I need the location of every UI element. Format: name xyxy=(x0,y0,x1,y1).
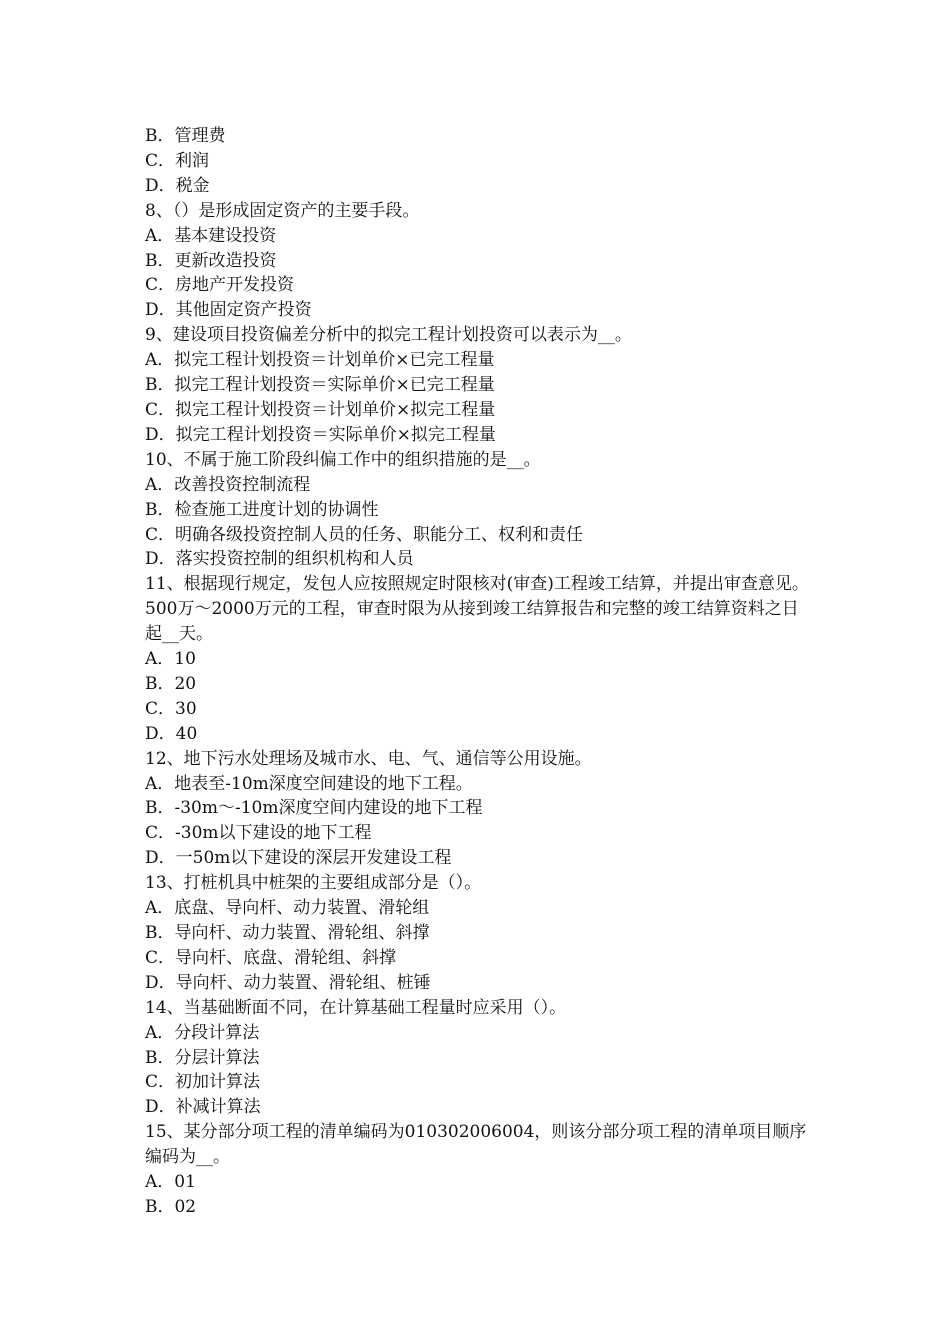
text-line: C．拟完工程计划投资＝计划单价×拟完工程量 xyxy=(145,399,496,420)
text-line: B．管理费 xyxy=(145,126,226,146)
text-line: D．落实投资控制的组织机构和人员 xyxy=(145,549,414,570)
text-line: 15、某分部分项工程的清单编码为010302006004，则该分部分项工程的清单项目顺序编码为__。 xyxy=(145,1122,807,1168)
text-line: C．房地产开发投资 xyxy=(145,275,295,296)
text-line: C．明确各级投资控制人员的任务、职能分工、权利和责任 xyxy=(145,524,584,545)
text-line: C．利润 xyxy=(145,150,210,171)
text-line: A．底盘、导向杆、动力装置、滑轮组 xyxy=(145,898,430,919)
text-line: D．40 xyxy=(145,723,198,744)
text-line: A．分段计算法 xyxy=(145,1022,260,1043)
text-line: B．检查施工进度计划的协调性 xyxy=(145,499,379,520)
text-line: B．导向杆、动力装置、滑轮组、斜撑 xyxy=(145,923,430,943)
text-line: D．其他固定资产投资 xyxy=(145,300,312,321)
text-line: B．更新改造投资 xyxy=(145,250,277,271)
text-line: 9、建设项目投资偏差分析中的拟完工程计划投资可以表示为__。 xyxy=(145,325,632,346)
text-line: 11、根据现行规定，发包人应按照规定时限核对(审查)工程竣工结算，并提出审查意见。500万～2000万元的工程，审查时限为从接到竣工结算报告和完整的竣工结算资料之日起__天。 xyxy=(145,574,809,645)
text-line: A．10 xyxy=(145,649,196,670)
text-line: 14、当基础断面不同，在计算基础工程量时应采用（）。 xyxy=(145,997,567,1018)
text-line: B．02 xyxy=(145,1196,197,1217)
text-line: B．-30m～-10m深度空间内建设的地下工程 xyxy=(145,798,483,819)
text-line: A．改善投资控制流程 xyxy=(145,474,311,495)
text-line: 8、（）是形成固定资产的主要手段。 xyxy=(145,200,420,221)
text-line: A．地表至-10m深度空间建设的地下工程。 xyxy=(145,773,473,794)
text-line: 12、地下污水处理场及城市水、电、气、通信等公用设施。 xyxy=(145,748,592,769)
document-body xyxy=(145,124,813,1220)
text-line: B．20 xyxy=(145,673,197,694)
text-line: B．分层计算法 xyxy=(145,1047,260,1068)
text-line: 10、不属于施工阶段纠偏工作中的组织措施的是__。 xyxy=(145,449,541,470)
text-line: C．-30m以下建设的地下工程 xyxy=(145,823,372,844)
text-line: 13、打桩机具中桩架的主要组成部分是（）。 xyxy=(145,873,482,894)
text-line: B．拟完工程计划投资＝实际单价×已完工程量 xyxy=(145,375,495,396)
text-line: A．基本建设投资 xyxy=(145,225,277,246)
text-line: D．税金 xyxy=(145,175,210,196)
text-line: D．一50m以下建设的深层开发建设工程 xyxy=(145,848,452,869)
text-line: D．拟完工程计划投资＝实际单价×拟完工程量 xyxy=(145,424,496,445)
text-line: C．导向杆、底盘、滑轮组、斜撑 xyxy=(145,947,397,968)
text-line: C．30 xyxy=(145,698,197,719)
text-line: D．补减计算法 xyxy=(145,1097,261,1118)
text-line: C．初加计算法 xyxy=(145,1072,261,1093)
text-line: A．拟完工程计划投资＝计划单价×已完工程量 xyxy=(145,350,495,371)
text-line: D．导向杆、动力装置、滑轮组、桩锤 xyxy=(145,972,431,993)
text-line: A．01 xyxy=(145,1172,196,1193)
